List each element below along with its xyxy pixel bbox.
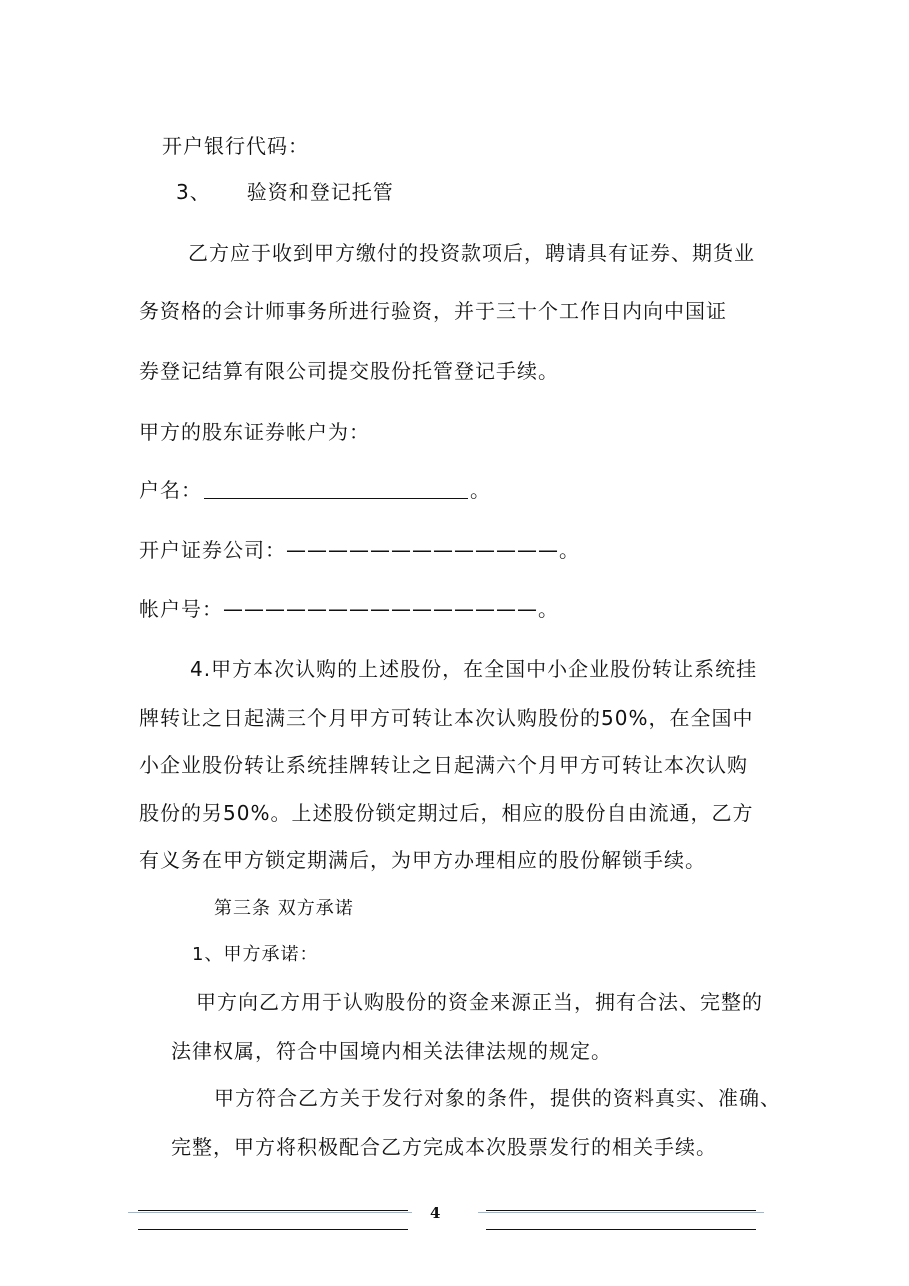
account-name-line xyxy=(139,478,491,502)
section-title: 验资和登记托管 xyxy=(246,180,394,204)
paragraph-line: 完整，甲方将积极配合乙方完成本次股票发行的相关手续。 xyxy=(171,1135,717,1159)
footer-rule xyxy=(138,1210,408,1211)
paragraph-line: 甲方向乙方用于认购股份的资金来源正当，拥有合法、完整的 xyxy=(196,990,763,1014)
paragraph-line: 甲方符合乙方关于发行对象的条件，提供的资料真实、准确、 xyxy=(214,1086,781,1110)
footer-rule xyxy=(486,1229,756,1230)
footer-rule xyxy=(486,1210,756,1211)
account-name-blank xyxy=(204,478,468,499)
paragraph-line: 牌转让之日起满三个月甲方可转让本次认购股份的50%，在全国中 xyxy=(139,706,754,730)
paragraph-line: 券登记结算有限公司提交股份托管登记手续。 xyxy=(139,359,559,383)
account-intro-line: 甲方的股东证券帐户为： xyxy=(139,420,370,444)
section-3-heading xyxy=(176,180,394,204)
article-3-heading: 第三条 双方承诺 xyxy=(214,898,354,919)
account-number-line: 帐户号：———————————————。 xyxy=(139,597,559,621)
paragraph-line: 乙方应于收到甲方缴付的投资款项后，聘请具有证券、期货业 xyxy=(188,241,755,265)
paragraph-line: 4.甲方本次认购的上述股份，在全国中小企业股份转让系统挂 xyxy=(190,657,758,681)
section-number: 3、 xyxy=(176,180,211,204)
paragraph-line: 务资格的会计师事务所进行验资，并于三十个工作日内向中国证 xyxy=(139,299,727,323)
account-name-label: 户名： xyxy=(139,478,202,502)
party-a-commitment-heading: 1、甲方承诺： xyxy=(192,944,319,965)
paragraph-line: 小企业股份转让系统挂牌转让之日起满六个月甲方可转让本次认购 xyxy=(139,753,748,777)
footer-rule xyxy=(128,1212,412,1213)
paragraph-line: 法律权属，符合中国境内相关法律法规的规定。 xyxy=(171,1039,612,1063)
footer-rule xyxy=(138,1229,408,1230)
securities-company-line: 开户证券公司：—————————————。 xyxy=(139,538,580,562)
page-number: 4 xyxy=(430,1204,441,1222)
period-mark: 。 xyxy=(470,478,491,502)
paragraph-line: 有义务在甲方锁定期满后，为甲方办理相应的股份解锁手续。 xyxy=(139,848,706,872)
paragraph-line: 股份的另50%。上述股份锁定期过后，相应的股份自由流通，乙方 xyxy=(139,801,754,825)
bank-code-line: 开户银行代码： xyxy=(162,134,309,158)
footer-rule xyxy=(478,1212,764,1213)
